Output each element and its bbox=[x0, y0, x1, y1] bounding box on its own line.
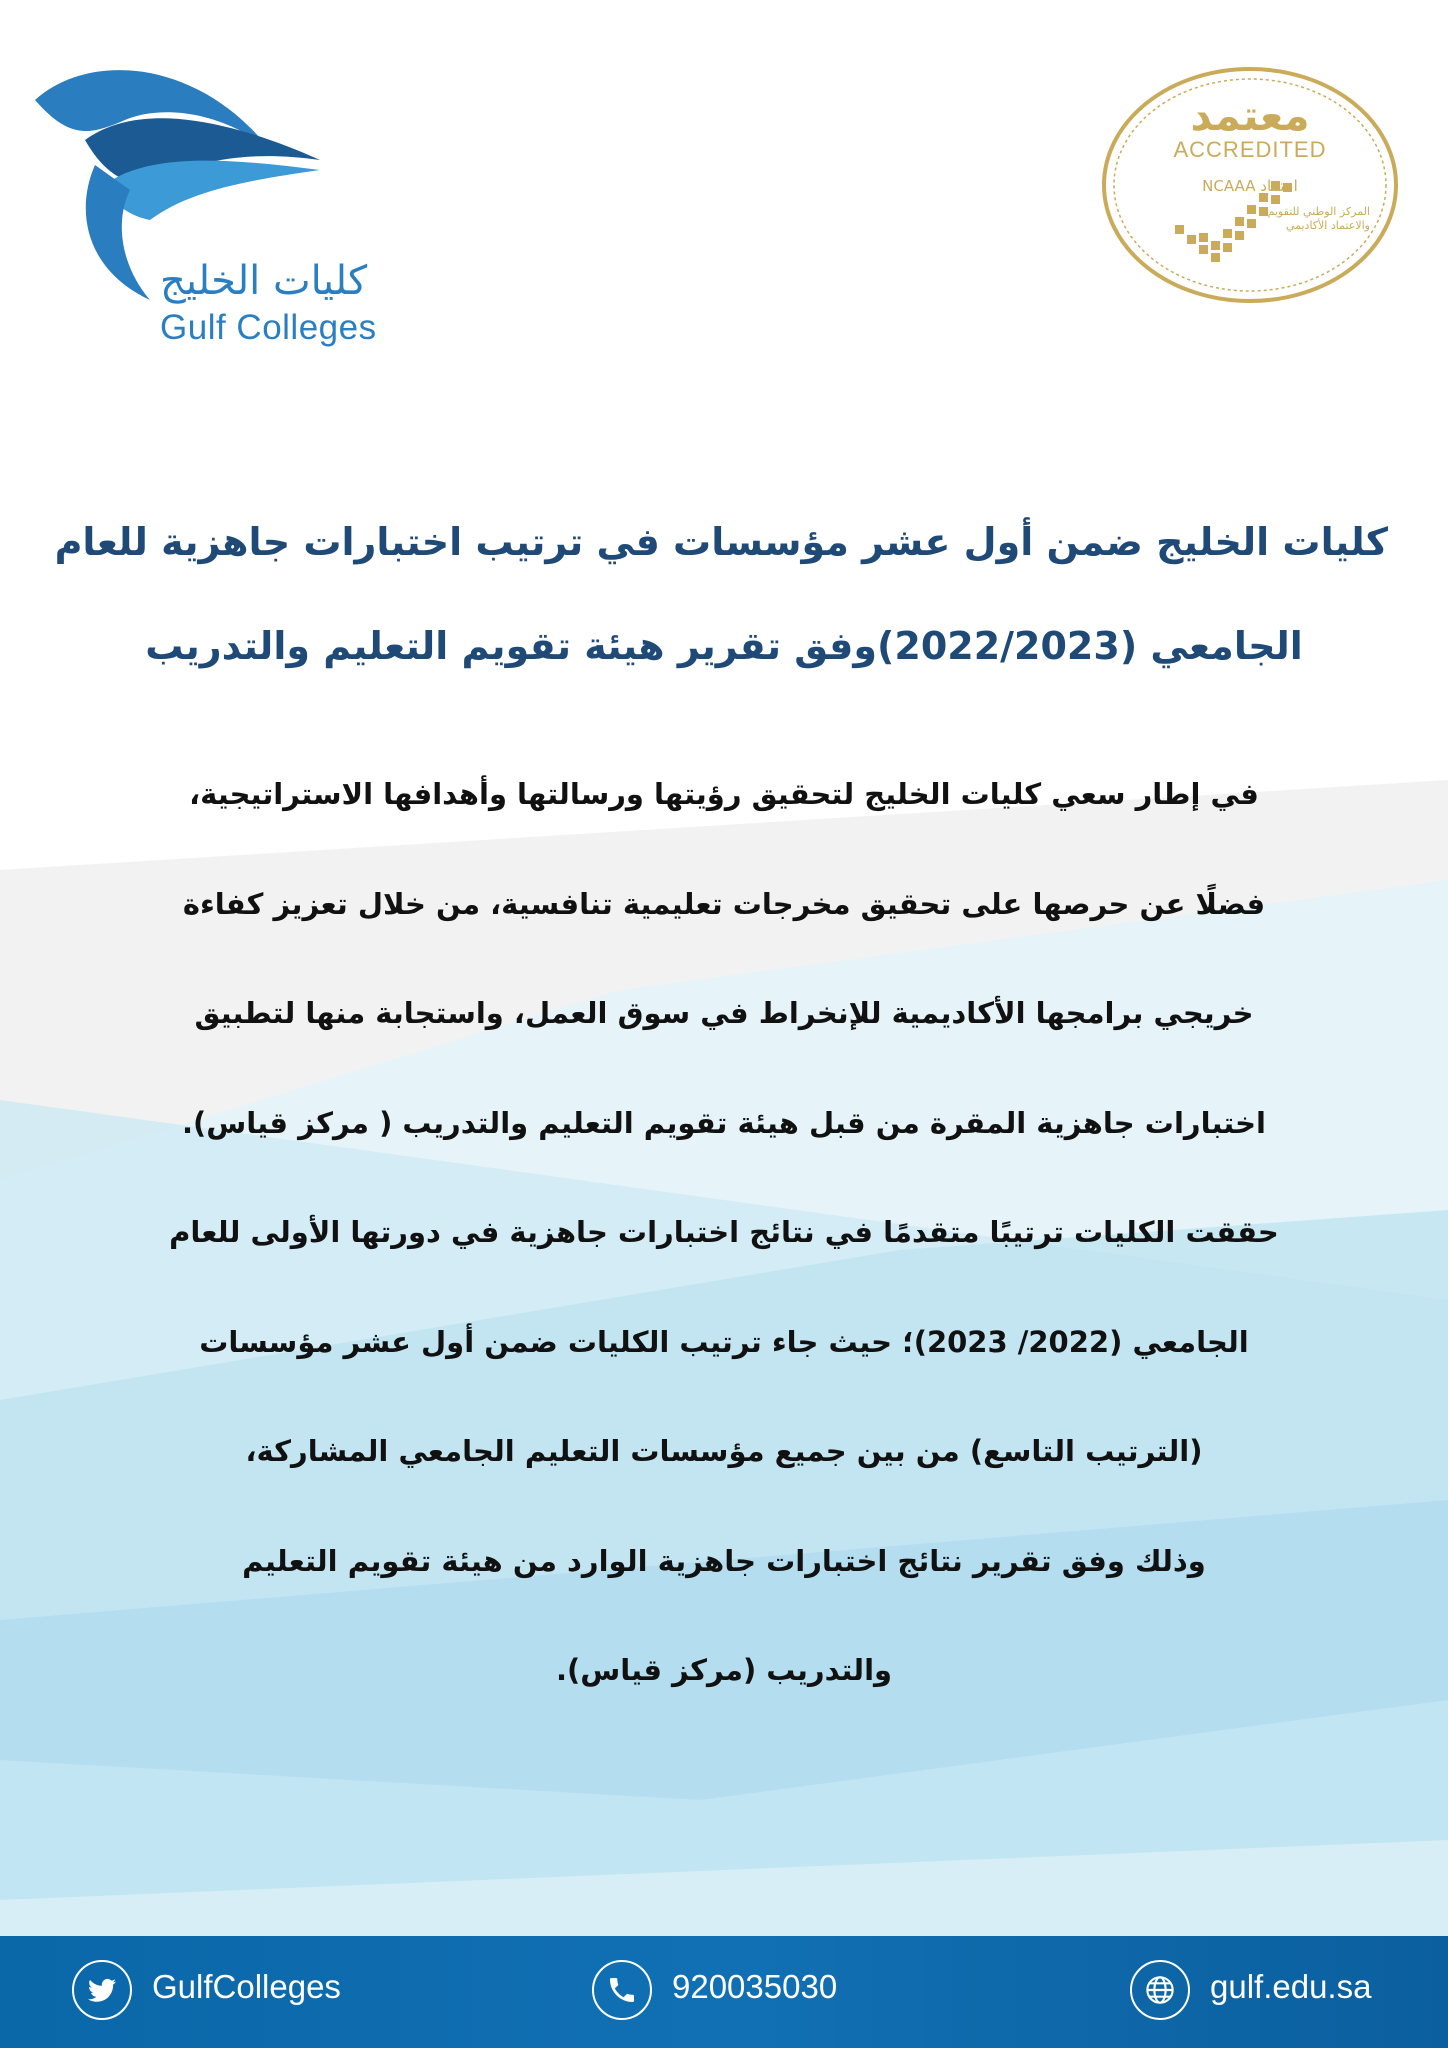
accreditation-seal bbox=[1100, 65, 1400, 305]
seal-body-abbr: NCAAA bbox=[1202, 177, 1256, 195]
seal-body-arabic: اعتماد bbox=[1260, 177, 1298, 195]
headline-line-1: كليات الخليج ضمن أول عشر مؤسسات في ترتيب اختبارات جاهزية للعام bbox=[54, 520, 1388, 564]
contact-footer bbox=[0, 1936, 1448, 2048]
seal-text-english: ACCREDITED bbox=[1173, 137, 1327, 162]
website-url[interactable]: gulf.edu.sa bbox=[1210, 1968, 1372, 2005]
body-line: حققت الكليات ترتيبًا متقدمًا في نتائج اختبارات جاهزية في دورتها الأولى للعام bbox=[169, 1215, 1279, 1249]
seal-text-arabic: معتمد bbox=[1190, 91, 1310, 140]
body-line: في إطار سعي كليات الخليج لتحقيق رؤيتها ورسالتها وأهدافها الاستراتيجية، bbox=[189, 777, 1259, 811]
headline-line-2: الجامعي (2022/2023)وفق تقرير هيئة تقويم التعليم والتدريب bbox=[145, 624, 1303, 668]
twitter-handle[interactable]: GulfColleges bbox=[152, 1968, 341, 2005]
gulf-colleges-logo bbox=[30, 50, 390, 347]
body-line: خريجي برامجها الأكاديمية للإنخراط في سوق العمل، واستجابة منها لتطبيق bbox=[194, 996, 1254, 1030]
seal-body-name bbox=[1100, 177, 1400, 195]
college-name-arabic: كليات الخليج bbox=[160, 258, 368, 304]
phone-number[interactable]: 920035030 bbox=[672, 1968, 838, 2005]
phone-icon[interactable] bbox=[592, 1960, 652, 2020]
seal-body-full: المركز الوطني للتقويم والاعتماد الأكاديمي bbox=[1267, 205, 1370, 232]
headline bbox=[54, 490, 1388, 698]
body-line: فضلًا عن حرصها على تحقيق مخرجات تعليمية تنافسية، من خلال تعزيز كفاءة bbox=[182, 886, 1266, 921]
body-line: الجامعي (2022/ 2023)؛ حيث جاء ترتيب الكليات ضمن أول عشر مؤسسات bbox=[199, 1324, 1249, 1359]
globe-icon[interactable] bbox=[1130, 1960, 1190, 2020]
twitter-icon[interactable] bbox=[72, 1960, 132, 2020]
body-line: وذلك وفق تقرير نتائج اختبارات جاهزية الوارد من هيئة تقويم التعليم bbox=[242, 1543, 1206, 1578]
body-line: والتدريب (مركز قياس). bbox=[555, 1653, 893, 1687]
college-name-english: Gulf Colleges bbox=[160, 308, 377, 347]
body-line: اختبارات جاهزية المقرة من قبل هيئة تقويم التعليم والتدريب ( مركز قياس). bbox=[181, 1105, 1266, 1140]
announcement-body bbox=[60, 740, 1388, 1726]
body-line: (الترتيب التاسع) من بين جميع مؤسسات التعليم الجامعي المشاركة، bbox=[245, 1434, 1203, 1468]
